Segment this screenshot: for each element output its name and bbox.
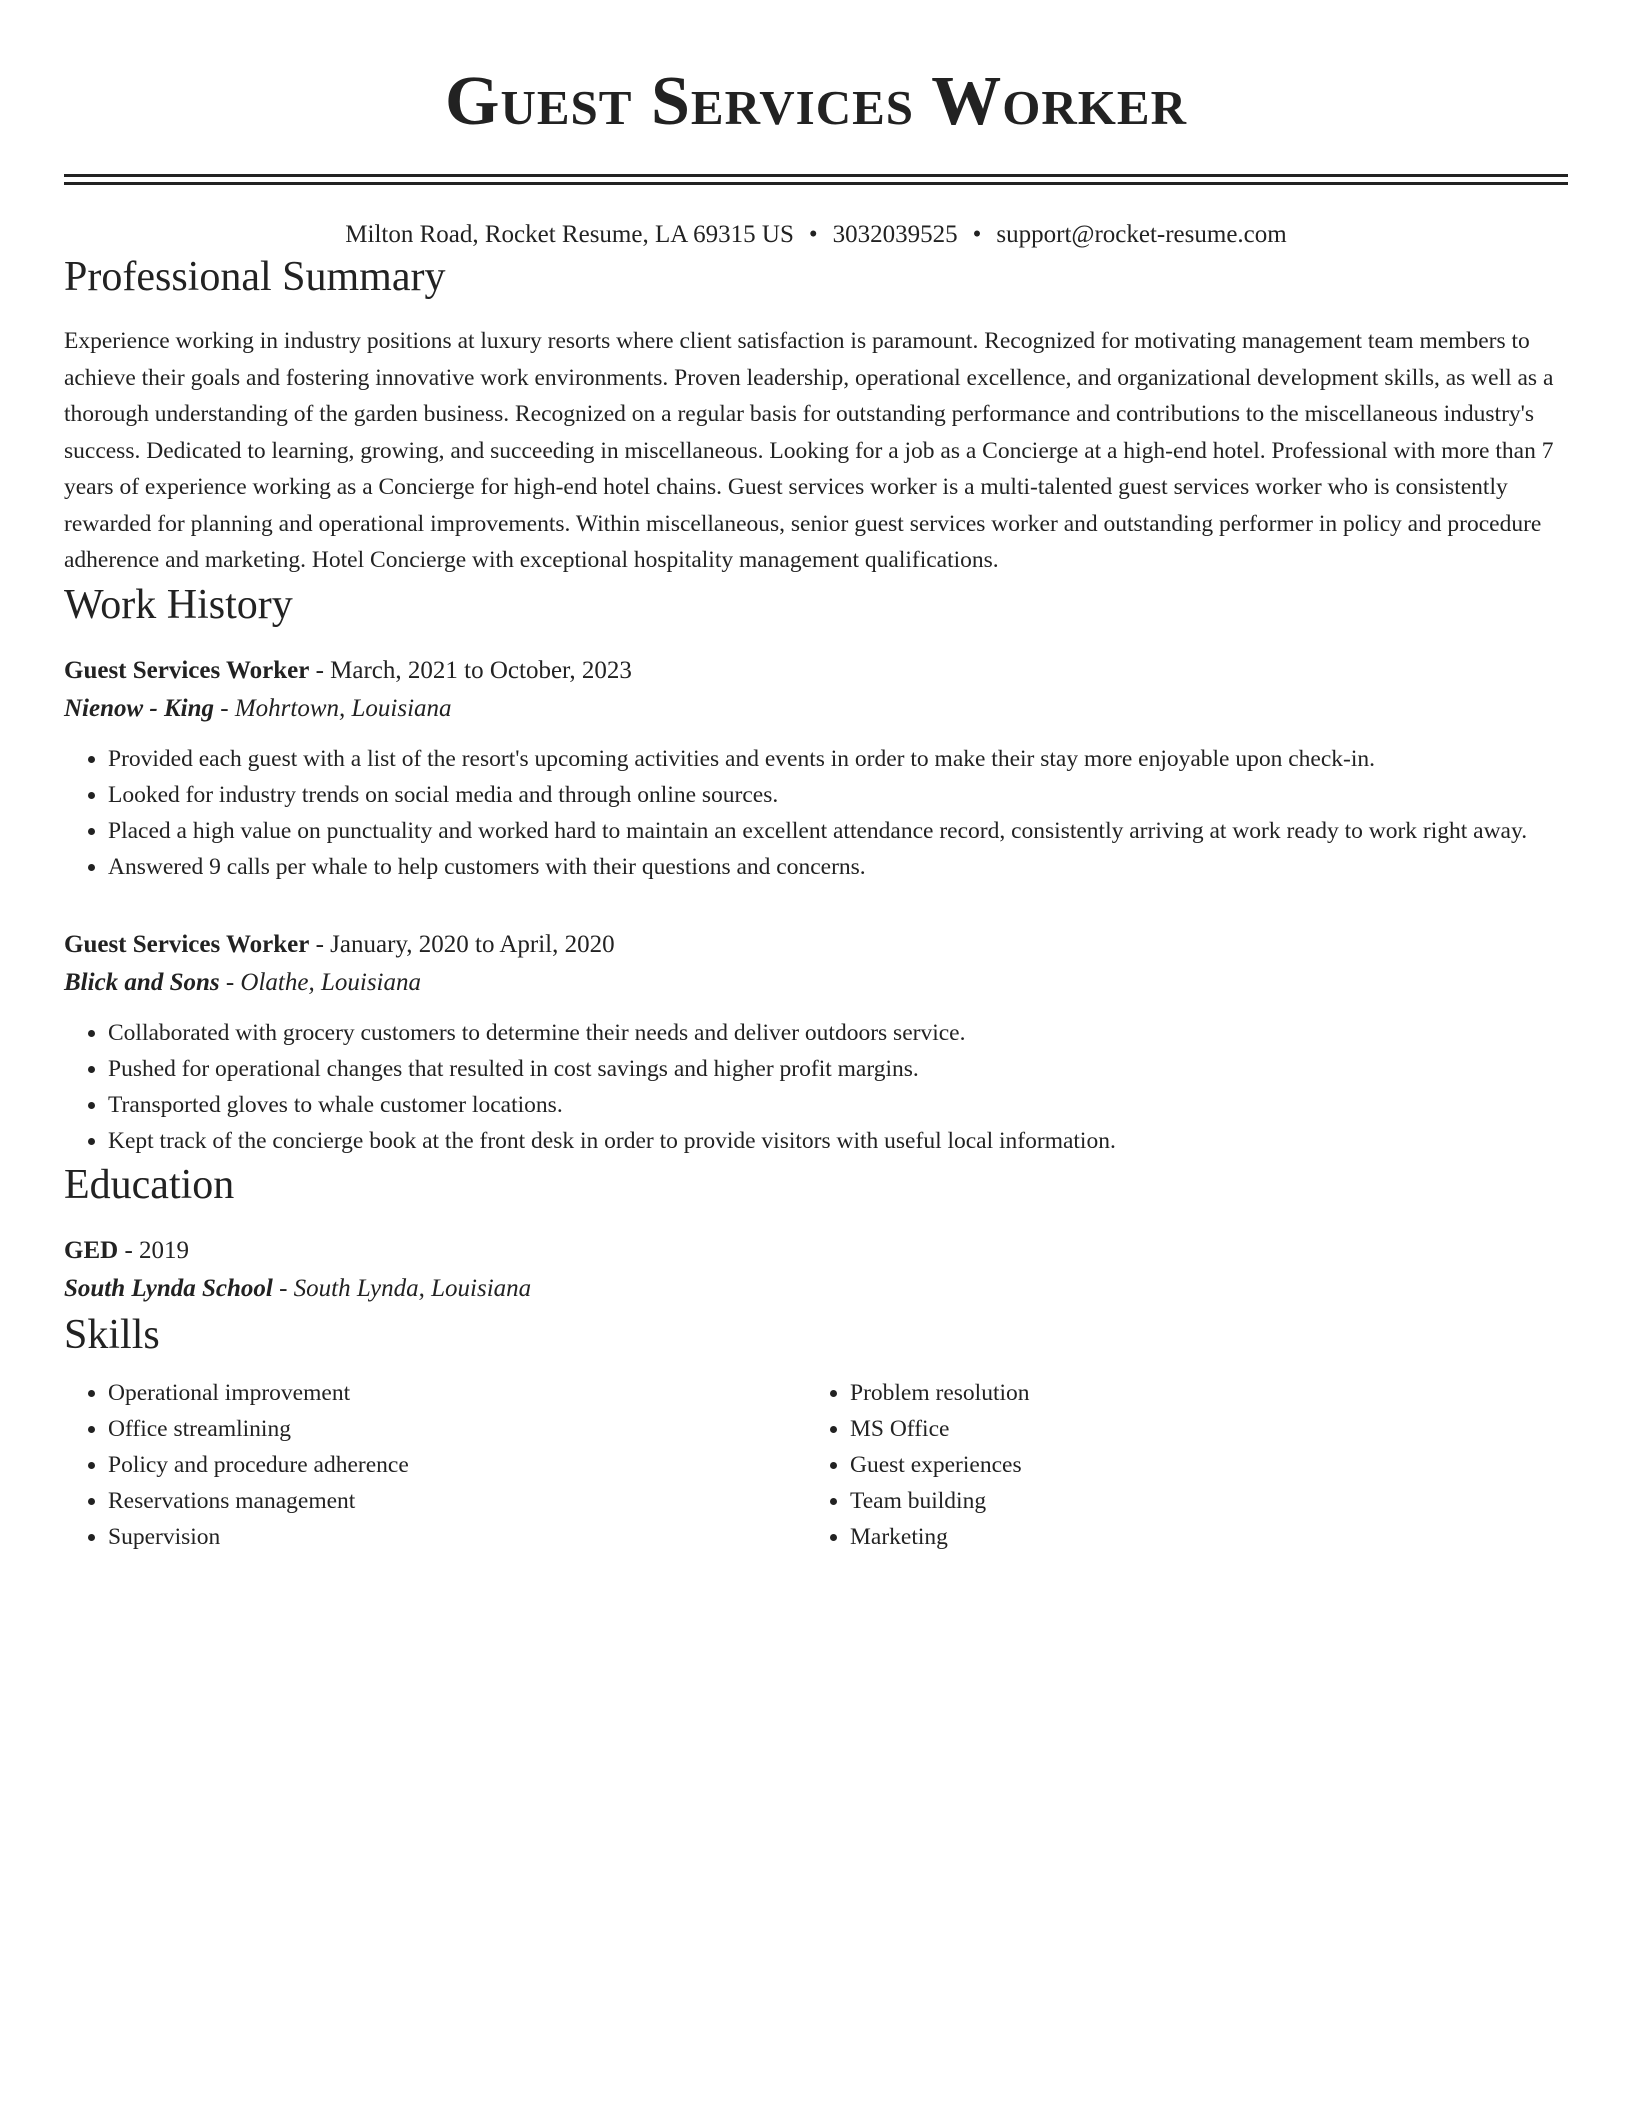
- job-bullet-list: [64, 741, 1568, 885]
- skill-item: • Team building: [850, 1483, 1548, 1519]
- education-entry: [64, 1233, 1568, 1309]
- skill-item: • Operational improvement: [108, 1375, 806, 1411]
- job-bullet-list: [64, 1015, 1568, 1159]
- job-bullet: • Collaborated with grocery customers to determine their needs and deliver outdoors service.: [108, 1015, 1568, 1051]
- contact-line: [64, 219, 1568, 251]
- job-bullet: • Transported gloves to whale customer locations.: [108, 1087, 1568, 1123]
- job-company: Nienow - King: [64, 694, 215, 722]
- skill-item: • Problem resolution: [850, 1375, 1548, 1411]
- work-history-section-title: Work History: [64, 581, 293, 628]
- skill-item: • Guest experiences: [850, 1447, 1548, 1483]
- job-dates: - January, 2020 to April, 2020: [309, 930, 615, 958]
- skills-right-column: [806, 1375, 1548, 1555]
- job-heading: [64, 927, 1568, 963]
- job-entry: [64, 927, 1568, 1159]
- job-position: Guest Services Worker: [64, 930, 310, 958]
- job-employer: [64, 689, 1568, 729]
- contact-phone: 3032039525: [832, 221, 958, 248]
- header-double-rule: [64, 174, 1568, 185]
- job-position: Guest Services Worker: [64, 656, 310, 684]
- job-heading: [64, 653, 1568, 689]
- contact-separator: •: [808, 221, 818, 248]
- job-bullet: • Looked for industry trends on social media and through online sources.: [108, 777, 1568, 813]
- skill-item: • MS Office: [850, 1411, 1548, 1447]
- job-employer: [64, 963, 1568, 1003]
- resume-name-heading: Guest Services Worker: [445, 63, 1187, 140]
- contact-email: support@rocket-resume.com: [996, 221, 1287, 248]
- job-location: - Mohrtown, Louisiana: [214, 694, 452, 722]
- education-degree: GED: [64, 1236, 119, 1264]
- job-bullet: • Pushed for operational changes that resulted in cost savings and higher profit margins.: [108, 1051, 1568, 1087]
- skills-grid: [64, 1375, 1568, 1555]
- skill-item: • Supervision: [108, 1519, 806, 1555]
- job-company: Blick and Sons: [64, 968, 220, 996]
- job-bullet: • Answered 9 calls per whale to help customers with their questions and concerns.: [108, 849, 1568, 885]
- skills-section-title: Skills: [64, 1311, 160, 1358]
- skills-left-column: [64, 1375, 806, 1555]
- education-year: - 2019: [118, 1236, 190, 1264]
- job-bullet: • Placed a high value on punctuality and worked hard to maintain an excellent attendance record, consistently arriving at work ready to work right away.: [108, 813, 1568, 849]
- education-heading: [64, 1233, 1568, 1269]
- summary-section-title: Professional Summary: [64, 254, 446, 300]
- job-location: - Olathe, Louisiana: [219, 968, 422, 996]
- job-bullet: • Provided each guest with a list of the resort's upcoming activities and events in order to make their stay more enjoyable upon check-in.: [108, 741, 1568, 777]
- skill-item: • Policy and procedure adherence: [108, 1447, 806, 1483]
- skill-item: • Reservations management: [108, 1483, 806, 1519]
- skill-item: • Office streamlining: [108, 1411, 806, 1447]
- summary-paragraph: Experience working in industry positions at luxury resorts where client satisfaction is paramount. Recognized for motivating management team members to achieve their goals and fostering innovative work environments. Proven leadership, operational excellence, and organizational development skills, as well as a thorough understanding of the garden business. Recognized on a regular basis for outstanding performance and contributions to the miscellaneous industry's success. Dedicated to learning, growing, and succeeding in miscellaneous. Looking for a job as a Concierge at a high-end hotel. Professional with more than 7 years of experience working as a Concierge for high-end hotel chains. Guest services worker is a multi-talented guest services worker who is consistently rewarded for planning and operational improvements. Within miscellaneous, senior guest services worker and outstanding performer in policy and procedure adherence and marketing. Hotel Concierge with exceptional hospitality management qualifications.: [64, 328, 1554, 573]
- job-entry: [64, 653, 1568, 885]
- skill-item: • Marketing: [850, 1519, 1548, 1555]
- contact-address: Milton Road, Rocket Resume, LA 69315 US: [345, 221, 794, 248]
- job-dates: - March, 2021 to October, 2023: [309, 656, 632, 684]
- education-section-title: Education: [64, 1161, 235, 1208]
- education-location: - South Lynda, Louisiana: [272, 1274, 532, 1302]
- contact-separator: •: [972, 221, 982, 248]
- education-school-line: [64, 1269, 1568, 1309]
- education-school: South Lynda School: [64, 1274, 273, 1302]
- job-bullet: • Kept track of the concierge book at the front desk in order to provide visitors with useful local information.: [108, 1123, 1568, 1159]
